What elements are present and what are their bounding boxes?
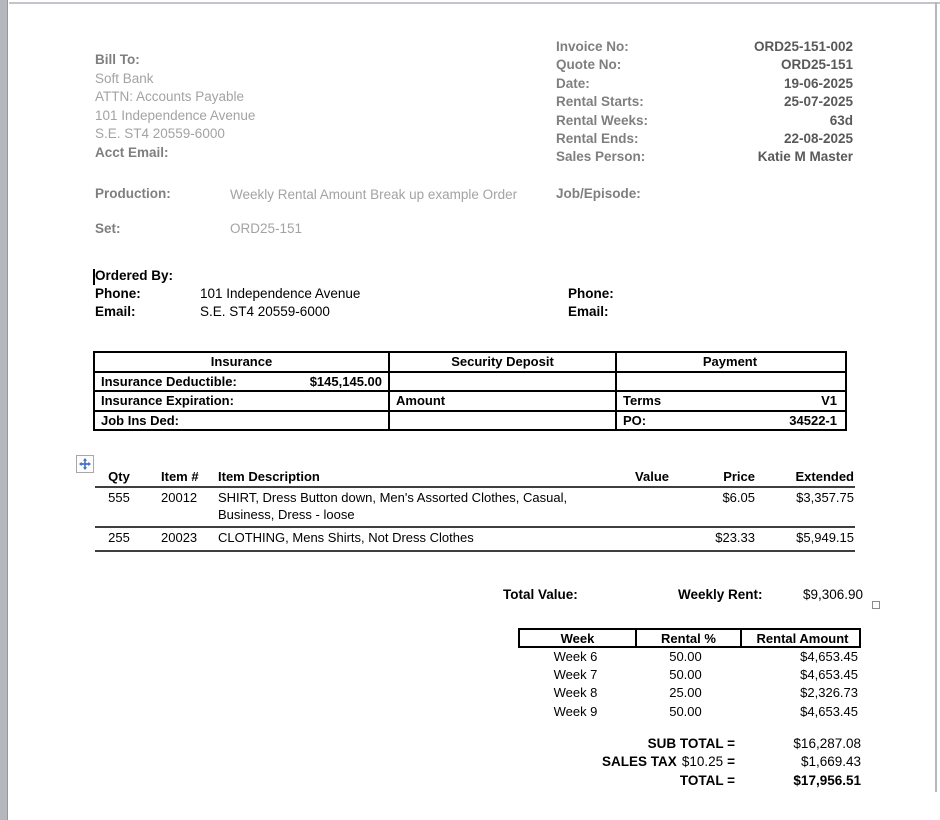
phone-value: 101 Independence Avenue [200, 286, 361, 301]
item-number: 20023 [161, 530, 198, 545]
insurance-deductible-row [95, 371, 845, 391]
po-label: PO: [623, 412, 647, 428]
canvas-top-edge [9, 2, 940, 4]
week-table-header-row [518, 628, 861, 648]
week-rental-pct: 25.00 [669, 685, 702, 701]
email2-label: Email: [568, 304, 609, 319]
week-rental-pct: 50.00 [669, 667, 702, 683]
week-name: Week 9 [553, 703, 598, 719]
item-value [601, 530, 679, 547]
ordered-by-label: Ordered By: [95, 268, 174, 283]
item-number-header: Item # [161, 469, 199, 484]
rental-starts-label: Rental Starts: [556, 94, 644, 110]
item-description: CLOTHING, Mens Shirts, Not Dress Clothes [218, 530, 474, 545]
terms-table [93, 351, 847, 431]
rental-weeks-row [556, 112, 853, 130]
item-extended: $5,949.15 [796, 530, 854, 545]
job-ins-ded-row [95, 410, 845, 430]
item-description: SHIRT, Dress Button down, Men's Assorted Clothes, Casual, Business, Dress - loose [218, 490, 568, 522]
set-value: ORD25-151 [230, 221, 303, 236]
table-move-handle[interactable] [76, 455, 94, 473]
total-value: $17,956.51 [793, 772, 861, 788]
terms-label: Terms [623, 393, 662, 408]
table-resize-handle[interactable] [872, 601, 880, 609]
weekly-rent-label: Weekly Rent: [678, 587, 763, 602]
bill-to-block [95, 51, 415, 162]
date-value: 19-06-2025 [783, 75, 853, 91]
sub-total-row [490, 735, 861, 753]
sales-person-label: Sales Person: [556, 149, 646, 165]
job-ins-ded-label: Job Ins Ded: [101, 412, 180, 428]
insurance-deductible-cell [95, 373, 388, 391]
week-rental-pct: 50.00 [669, 649, 702, 664]
total-value-label: Total Value: [503, 587, 578, 602]
insurance-expiration-label: Insurance Expiration: [101, 393, 234, 408]
sub-total-value: $16,287.08 [793, 736, 861, 751]
week-rental-amount: $4,653.45 [800, 667, 858, 683]
quote-no-row [556, 56, 853, 74]
rental-starts-row [556, 93, 853, 111]
qty-header: Qty [108, 469, 130, 484]
sales-tax-value: $1,669.43 [800, 754, 861, 770]
week-rental-amount: $4,653.45 [800, 649, 858, 664]
item-description-header: Item Description [218, 469, 320, 484]
sub-total-label: SUB TOTAL = [647, 736, 735, 751]
week-row [518, 703, 861, 721]
insurance-deductible-value: $145,145.00 [309, 373, 382, 389]
sales-tax-equals: = [727, 754, 735, 770]
set-label: Set: [95, 221, 121, 236]
total-label: TOTAL = [679, 772, 735, 788]
sales-person-value: Katie M Master [757, 149, 853, 165]
item-extended: $3,357.75 [796, 490, 854, 505]
item-row [95, 488, 855, 528]
invoice-no-label: Invoice No: [556, 39, 629, 54]
week-rental-pct: 50.00 [669, 703, 702, 719]
bill-to-attn: ATTN: Accounts Payable [95, 89, 245, 104]
extended-header: Extended [795, 469, 854, 484]
rental-weeks-value: 63d [829, 112, 853, 128]
item-row [95, 528, 855, 552]
rental-starts-value: 25-07-2025 [783, 94, 853, 110]
week-rental-amount: $4,653.45 [800, 703, 858, 719]
invoice-meta-block [556, 38, 853, 167]
sales-tax-row [490, 753, 861, 771]
job-episode-label: Job/Episode: [556, 186, 641, 201]
rental-ends-value: 22-08-2025 [783, 130, 853, 146]
item-value [601, 490, 679, 523]
insurance-expiration-row [95, 390, 845, 410]
sales-person-row [556, 148, 853, 166]
items-header-row [95, 469, 855, 488]
acct-email-label: Acct Email: [95, 144, 169, 160]
invoice-no-value: ORD25-151-002 [753, 39, 853, 54]
quote-no-value: ORD25-151 [780, 57, 853, 73]
empty-cell [615, 373, 843, 391]
date-row [556, 75, 853, 93]
bill-to-address1: 101 Independence Avenue [95, 107, 256, 123]
phone2-label: Phone: [568, 286, 614, 301]
canvas-left-edge [0, 0, 8, 820]
week-table [518, 628, 861, 721]
canvas-right-edge [935, 2, 937, 792]
security-deposit-header: Security Deposit [388, 353, 615, 371]
invoice-no-row [556, 38, 853, 56]
po-value: 34522-1 [789, 412, 837, 428]
amount-label: Amount [388, 392, 615, 410]
item-price: $23.33 [715, 530, 755, 545]
bill-to-label: Bill To: [95, 52, 140, 67]
total-row [490, 772, 861, 790]
sales-tax-rate: $10.25 [681, 754, 724, 770]
terms-cell [615, 392, 843, 410]
move-arrows-icon [79, 458, 91, 470]
price-header: Price [723, 469, 755, 484]
weekly-rent-value: $9,306.90 [802, 587, 863, 602]
bill-to-address2: S.E. ST4 20559-6000 [95, 126, 225, 141]
rental-amount-header: Rental Amount [740, 630, 863, 647]
items-table [95, 469, 855, 552]
week-row [518, 684, 861, 702]
production-label: Production: [95, 186, 171, 201]
item-price: $6.05 [722, 490, 755, 505]
empty-cell [388, 373, 615, 391]
email-label: Email: [95, 304, 136, 319]
terms-header-row [95, 353, 845, 371]
insurance-deductible-label: Insurance Deductible: [101, 373, 237, 389]
value-header: Value [635, 469, 669, 484]
sales-tax-label: SALES TAX $10.25 = [602, 754, 735, 770]
po-cell [615, 412, 843, 430]
production-value: Weekly Rental Amount Break up example Order [230, 187, 518, 202]
bill-to-company: Soft Bank [95, 70, 154, 86]
week-row [518, 666, 861, 684]
week-rental-amount: $2,326.73 [800, 685, 858, 701]
totals-summary [490, 735, 861, 790]
terms-value: V1 [821, 393, 837, 408]
week-name: Week 8 [553, 685, 598, 701]
rental-pct-header: Rental % [635, 630, 740, 647]
item-qty: 555 [108, 490, 130, 505]
rental-weeks-label: Rental Weeks: [556, 112, 649, 128]
item-number: 20012 [161, 490, 198, 505]
email-value: S.E. ST4 20559-6000 [200, 304, 330, 319]
week-row [518, 648, 861, 666]
empty-cell [388, 412, 615, 430]
week-name: Week 6 [553, 649, 598, 664]
insurance-header: Insurance [210, 354, 273, 369]
date-label: Date: [556, 75, 590, 91]
rental-ends-row [556, 130, 853, 148]
item-qty: 255 [108, 530, 130, 545]
quote-no-label: Quote No: [556, 57, 622, 73]
rental-ends-label: Rental Ends: [556, 130, 639, 146]
week-name: Week 7 [553, 667, 598, 683]
payment-header: Payment [615, 353, 843, 371]
week-header: Week [560, 630, 595, 646]
phone-label: Phone: [95, 286, 141, 301]
